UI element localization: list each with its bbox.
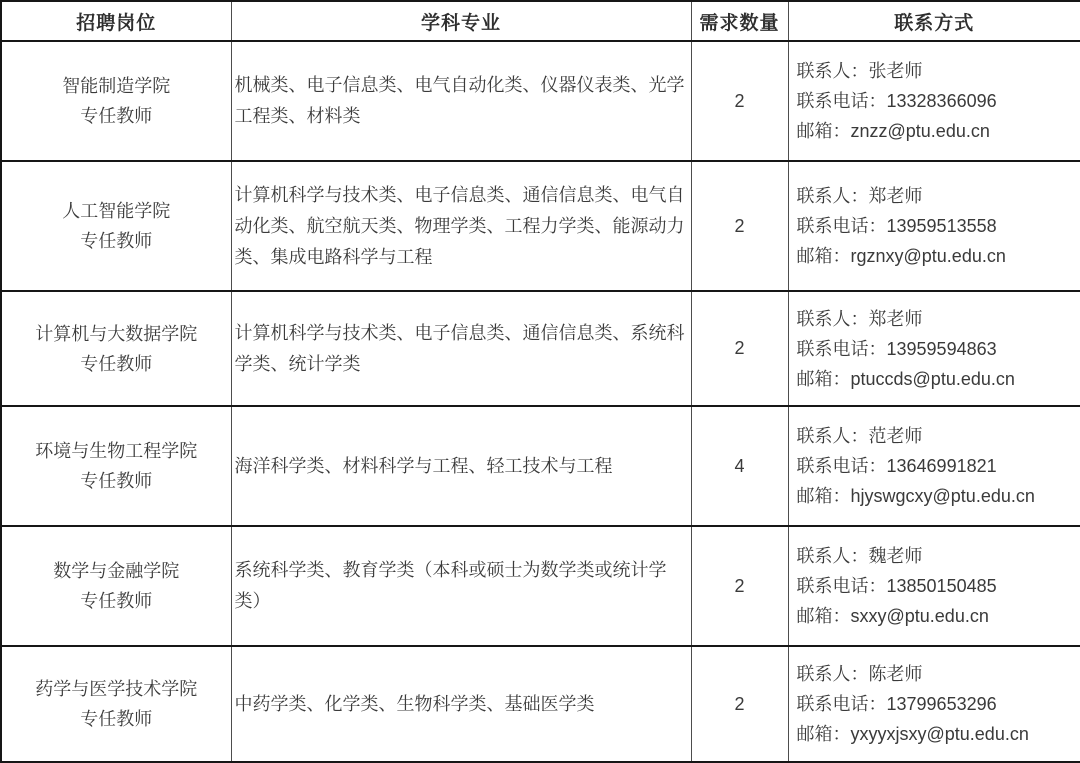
majors-cell: 中药学类、化学类、生物科学类、基础医学类 (231, 646, 691, 762)
contact-phone: 联系电话：13328366096 (796, 91, 997, 111)
table-row (1, 41, 1080, 161)
contact-person: 联系人：郑老师 (796, 308, 923, 329)
position-title: 专任教师 (80, 591, 153, 611)
majors-cell: 系统科学类、教育学类（本科或硕士为数学类或统计学类） (231, 526, 691, 646)
position-college: 计算机与大数据学院 (35, 323, 198, 344)
contact-phone: 联系电话：13850150485 (796, 576, 997, 596)
position-title: 专任教师 (80, 709, 153, 729)
contact-email: 邮箱：hjyswgcxy@ptu.edu.cn (796, 486, 1035, 506)
header-contact: 联系方式 (788, 1, 1080, 41)
position-cell (1, 291, 231, 406)
position-title: 专任教师 (80, 231, 153, 251)
majors-cell: 海洋科学类、材料科学与工程、轻工技术与工程 (231, 406, 691, 526)
contact-cell (788, 406, 1080, 526)
position-college: 智能制造学院 (62, 76, 171, 96)
header-majors: 学科专业 (231, 1, 691, 41)
contact-cell (788, 41, 1080, 161)
contact-cell (788, 646, 1080, 762)
majors-cell: 计算机科学与技术类、电子信息类、通信信息类、系统科学类、统计学类 (231, 291, 691, 406)
table-row (1, 526, 1080, 646)
quantity-cell: 2 (691, 291, 788, 406)
contact-phone: 联系电话：13799653296 (796, 694, 997, 714)
table-row (1, 291, 1080, 406)
quantity-cell: 4 (691, 406, 788, 526)
contact-email: 邮箱：ptuccds@ptu.edu.cn (796, 368, 1015, 389)
contact-cell (788, 161, 1080, 291)
position-cell (1, 406, 231, 526)
majors-cell: 计算机科学与技术类、电子信息类、通信信息类、电气自动化类、航空航天类、物理学类、工程力学类、能源动力类、集成电路科学与工程 (231, 161, 691, 291)
position-college: 药学与医学技术学院 (35, 679, 198, 699)
contact-email: 邮箱：sxxy@ptu.edu.cn (796, 606, 989, 626)
position-college: 人工智能学院 (62, 201, 171, 221)
contact-email: 邮箱：znzz@ptu.edu.cn (796, 121, 990, 141)
contact-person: 联系人：张老师 (796, 61, 923, 81)
contact-cell (788, 526, 1080, 646)
position-cell (1, 526, 231, 646)
header-row (1, 1, 1080, 41)
table-row (1, 161, 1080, 291)
position-cell (1, 161, 231, 291)
position-college: 数学与金融学院 (53, 561, 180, 581)
quantity-cell: 2 (691, 526, 788, 646)
position-cell (1, 646, 231, 762)
contact-person: 联系人：陈老师 (796, 664, 923, 684)
quantity-cell: 2 (691, 646, 788, 762)
position-title: 专任教师 (80, 106, 153, 126)
contact-email: 邮箱：yxyyxjsxy@ptu.edu.cn (796, 724, 1029, 744)
majors-cell: 机械类、电子信息类、电气自动化类、仪器仪表类、光学工程类、材料类 (231, 41, 691, 161)
position-title: 专任教师 (80, 471, 153, 491)
position-cell (1, 41, 231, 161)
header-position: 招聘岗位 (1, 1, 231, 41)
contact-person: 联系人：范老师 (796, 426, 923, 446)
quantity-cell: 2 (691, 161, 788, 291)
table-row (1, 406, 1080, 526)
quantity-cell: 2 (691, 41, 788, 161)
header-quantity: 需求数量 (691, 1, 788, 41)
position-college: 环境与生物工程学院 (35, 441, 198, 461)
position-title: 专任教师 (80, 353, 153, 374)
contact-person: 联系人：魏老师 (796, 546, 923, 566)
table-row (1, 646, 1080, 762)
contact-phone: 联系电话：13959594863 (796, 338, 997, 359)
contact-phone: 联系电话：13646991821 (796, 456, 997, 476)
contact-phone: 联系电话：13959513558 (796, 216, 997, 236)
contact-email: 邮箱：rgznxy@ptu.edu.cn (796, 246, 1006, 266)
contact-person: 联系人：郑老师 (796, 186, 923, 206)
contact-cell (788, 291, 1080, 406)
